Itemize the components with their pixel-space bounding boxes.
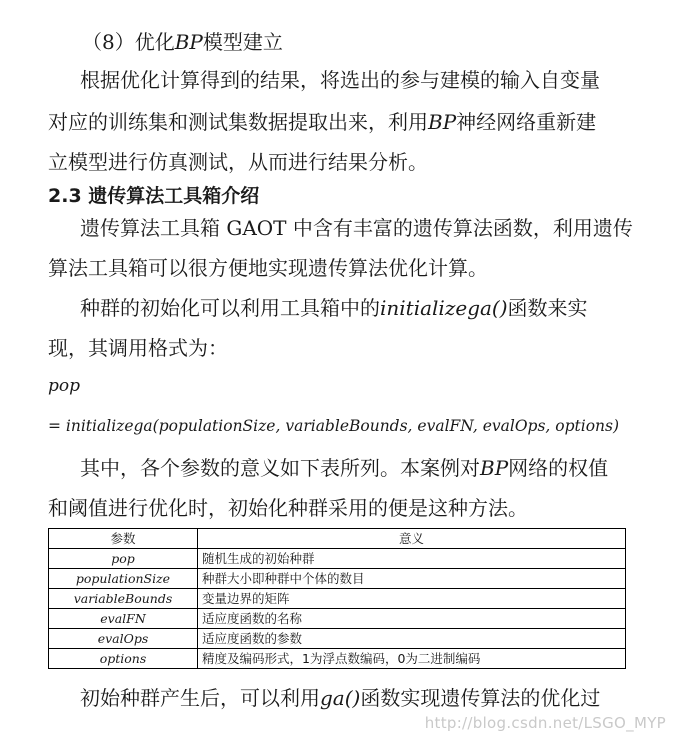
table-cell-meaning: 适应度函数的参数 [198, 629, 626, 649]
section-heading: 2.3 遗传算法工具箱介绍 [48, 185, 260, 207]
para4-line1-a: 其中，各个参数的意义如下表所列。本案例对 [80, 456, 480, 480]
para4-line1 [80, 456, 608, 480]
table-header-meaning: 意义 [198, 529, 626, 549]
para4-line2: 和阈值进行优化时，初始化种群采用的便是这种方法。 [48, 496, 528, 520]
para1-line2-bp: BP [428, 110, 457, 134]
para1-line2-a: 对应的训练集和测试集数据提取出来，利用 [48, 110, 428, 134]
table-cell-meaning: 适应度函数的名称 [198, 609, 626, 629]
para1-line2 [48, 110, 596, 134]
table-header-param: 参数 [49, 529, 198, 549]
section-8-title [82, 30, 283, 54]
para5-line1-a: 初始种群产生后，可以利用 [80, 686, 320, 710]
table-cell-param: options [49, 649, 198, 669]
table-cell-param: variableBounds [49, 589, 198, 609]
para4-line1-b: 网络的权值 [508, 456, 609, 480]
para3-line1-b: 函数来实 [507, 296, 588, 320]
para2-line1: 遗传算法工具箱 GAOT 中含有丰富的遗传算法函数，利用遗传 [80, 216, 633, 240]
para3-line1 [80, 296, 588, 320]
section-8-prefix: （8）优化 [82, 30, 175, 54]
formula-lhs: pop [48, 376, 80, 396]
table-cell-param: populationSize [49, 569, 198, 589]
table-cell-param: pop [49, 549, 198, 569]
table-header-row [49, 529, 626, 549]
table-cell-meaning: 精度及编码形式，1为浮点数编码，0为二进制编码 [198, 649, 626, 669]
table-row [49, 549, 626, 569]
table-row [49, 589, 626, 609]
section-8-suffix: 模型建立 [202, 30, 283, 54]
table-row [49, 609, 626, 629]
table-cell-param: evalFN [49, 609, 198, 629]
section-8-bp: BP [174, 30, 203, 54]
para3-line2: 现，其调用格式为： [48, 336, 228, 360]
para5-function-name: ga() [320, 686, 361, 710]
watermark: http://blog.csdn.net/LSGO_MYP [424, 714, 666, 732]
table-cell-meaning: 随机生成的初始种群 [198, 549, 626, 569]
para4-line1-bp: BP [480, 456, 509, 480]
table-row [49, 649, 626, 669]
para3-line1-a: 种群的初始化可以利用工具箱中的 [80, 296, 380, 320]
para5-line1-b: 函数实现遗传算法的优化过 [360, 686, 601, 710]
para5-line1 [80, 686, 600, 710]
para1-line2-b: 神经网络重新建 [456, 110, 597, 134]
table-cell-param: evalOps [49, 629, 198, 649]
table-cell-meaning: 变量边界的矩阵 [198, 589, 626, 609]
para3-function-name: initializega() [380, 296, 508, 320]
para2-line2: 算法工具箱可以很方便地实现遗传算法优化计算。 [48, 256, 488, 280]
parameter-table [48, 528, 626, 669]
para1-line1: 根据优化计算得到的结果，将选出的参与建模的输入自变量 [80, 68, 600, 92]
para1-line3: 立模型进行仿真测试，从而进行结果分析。 [48, 150, 428, 174]
table-cell-meaning: 种群大小即种群中个体的数目 [198, 569, 626, 589]
formula-rhs: = initializega(populationSize, variableBounds, evalFN, evalOps, options) [48, 417, 620, 435]
table-row [49, 629, 626, 649]
table-row [49, 569, 626, 589]
